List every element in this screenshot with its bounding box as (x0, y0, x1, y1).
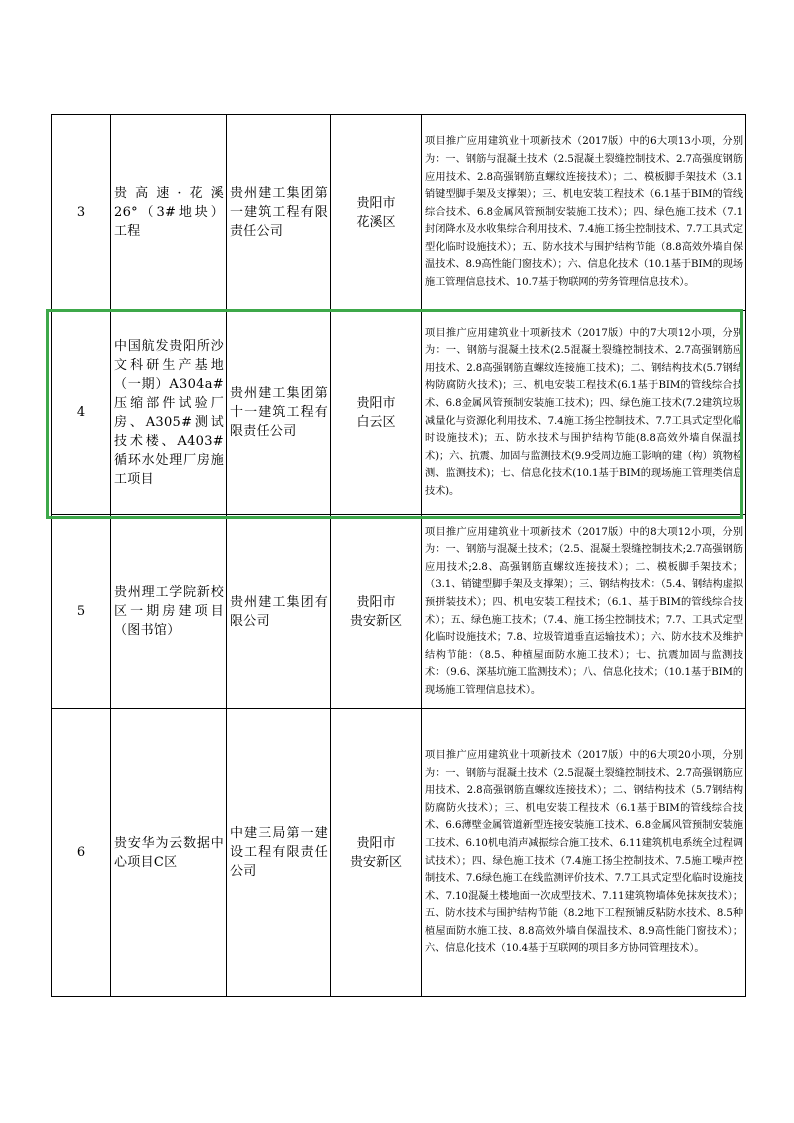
construction-company: 贵州建工集团第一建筑工程有限责任公司 (227, 115, 331, 311)
applied-technologies: 项目推广应用建筑业十项新技术（2017版）中的8大项12小项，分别为：一、钢筋与混凝土技术；（2.5、混凝土裂缝控制技术;2.7高强钢筋应用技术;2.8、高强钢筋直螺纹连接技术）；二、模板脚手架技术；（3.1、销键型脚手架及支撑架）；三、钢结构技术：（5.4、钢结构虚拟预拼装技术）；四、机电安装工程技术；（6.1、基于BIM的管线综合技术）；五、绿色施工技术；（7.4、施工扬尘控制技术；7.7、工具式定型化临时设施技术；7.8、垃圾管道垂直运输技术）；六、防水技术及维护结构节能：（8.5、种植屋面防水施工技术）；七、抗震加固与监测技术：（9.6、深基坑施工监测技术）；八、信息化技术；（10.1基于BIM的现场施工管理信息技术）。 (422, 515, 746, 709)
applied-technologies: 项目推广应用建筑业十项新技术（2017版）中的7大项12小项，分别为：一、钢筋与混凝土技术(2.5混凝土裂缝控制技术、2.7高强钢筋应用技术、2.8高强钢筋直螺纹连接施工技术)；二、钢结构技术(5.7钢结构防腐防火技术)；三、机电安装工程技术(6.1基于BIM的管线综合技术、6.8金属风管预制安装施工技术)；四、绿色施工技术(7.2建筑垃圾减量化与资源化利用技术、7.4施工扬尘控制技术、7.7工具式定型化临时设施技术)；五、防水技术与围护结构节能(8.8高效外墙自保温技术)；六、抗震、加固与监测技术(9.9受周边施工影响的建（构）筑物检测、监测技术)；七、信息化技术(10.1基于BIM的现场施工管理类信息技术)。 (422, 311, 746, 515)
table-row (52, 311, 746, 515)
location-district: 花溪区 (356, 214, 396, 230)
construction-company: 贵州建工集团第十一建筑工程有限责任公司 (227, 311, 331, 515)
row-number: 6 (52, 709, 111, 997)
location-district: 贵安新区 (349, 854, 402, 870)
table-row (52, 709, 746, 997)
construction-company: 贵州建工集团有限公司 (227, 515, 331, 709)
applied-technologies: 项目推广应用建筑业十项新技术（2017版）中的6大项13小项，分别为：一、钢筋与混凝土技术（2.5混凝土裂缝控制技术、2.7高强度钢筋应用技术、2.8高强钢筋直螺纹连接技术）；二、模板脚手架技术（3.1销键型脚手架及支撑架）；三、机电安装工程技术（6.1基于BIM的管线综合技术、6.8金属风管预制安装施工技术）；四、绿色施工技术（7.1封闭降水及水收集综合利用技术、7.4施工扬尘控制技术、7.7工具式定型化临时设施技术）；五、防水技术与围护结构节能（8.8高效外墙自保温技术、8.9高性能门窗技术）；六、信息化技术（10.1基于BIM的现场施工管理信息技术、10.7基于物联网的劳务管理信息技术）。 (422, 115, 746, 311)
table-row (52, 115, 746, 311)
project-name: 中国航发贵阳所沙文科研生产基地（一期）A304a#压缩部件试验厂房、A305#测试技术楼、A403#循环水处理厂房施工项目 (111, 311, 227, 515)
applied-technologies: 项目推广应用建筑业十项新技术（2017版）中的6大项20小项，分别为：一、钢筋与混凝土技术（2.5混凝土裂缝控制技术、2.7高强钢筋应用技术、2.8高强钢筋直螺纹连接技术）；二、钢结构技术（5.7钢结构防腐防火技术）；三、机电安装工程技术（6.1基于BIM的管线综合技术、6.6薄壁金属管道新型连接安装施工技术、6.8金属风管预制安装施工技术、6.10机电消声减振综合施工技术、6.11建筑机电系统全过程调试技术）；四、绿色施工技术（7.4施工扬尘控制技术、7.5施工噪声控制技术、7.6绿色施工在线监测评价技术、7.7工具式定型化临时设施技术、7.10混凝土楼地面一次成型技术、7.11建筑物墙体免抹灰技术）；五、防水技术与围护结构节能（8.2地下工程预铺反粘防水技术、8.5种植屋面防水施工技、8.8高效外墙自保温技术、8.9高性能门窗技术）；六、信息化技术（10.4基于互联网的项目多方协同管理技术）。 (422, 709, 746, 997)
project-name: 贵高速·花溪26°（3#地块）工程 (111, 115, 227, 311)
project-location (331, 311, 422, 515)
location-district: 白云区 (356, 414, 396, 430)
table-row (52, 515, 746, 709)
location-city: 贵阳市 (356, 594, 396, 610)
location-city: 贵阳市 (356, 395, 396, 411)
project-location (331, 515, 422, 709)
location-city: 贵阳市 (356, 835, 396, 851)
location-city: 贵阳市 (356, 195, 396, 211)
location-district: 贵安新区 (349, 613, 402, 629)
row-number: 3 (52, 115, 111, 311)
project-location (331, 709, 422, 997)
row-number: 5 (52, 515, 111, 709)
project-table (51, 114, 746, 997)
project-location (331, 115, 422, 311)
row-number: 4 (52, 311, 111, 515)
construction-company: 中建三局第一建设工程有限责任公司 (227, 709, 331, 997)
project-name: 贵安华为云数据中心项目C区 (111, 709, 227, 997)
project-name: 贵州理工学院新校区一期房建项目（图书馆） (111, 515, 227, 709)
